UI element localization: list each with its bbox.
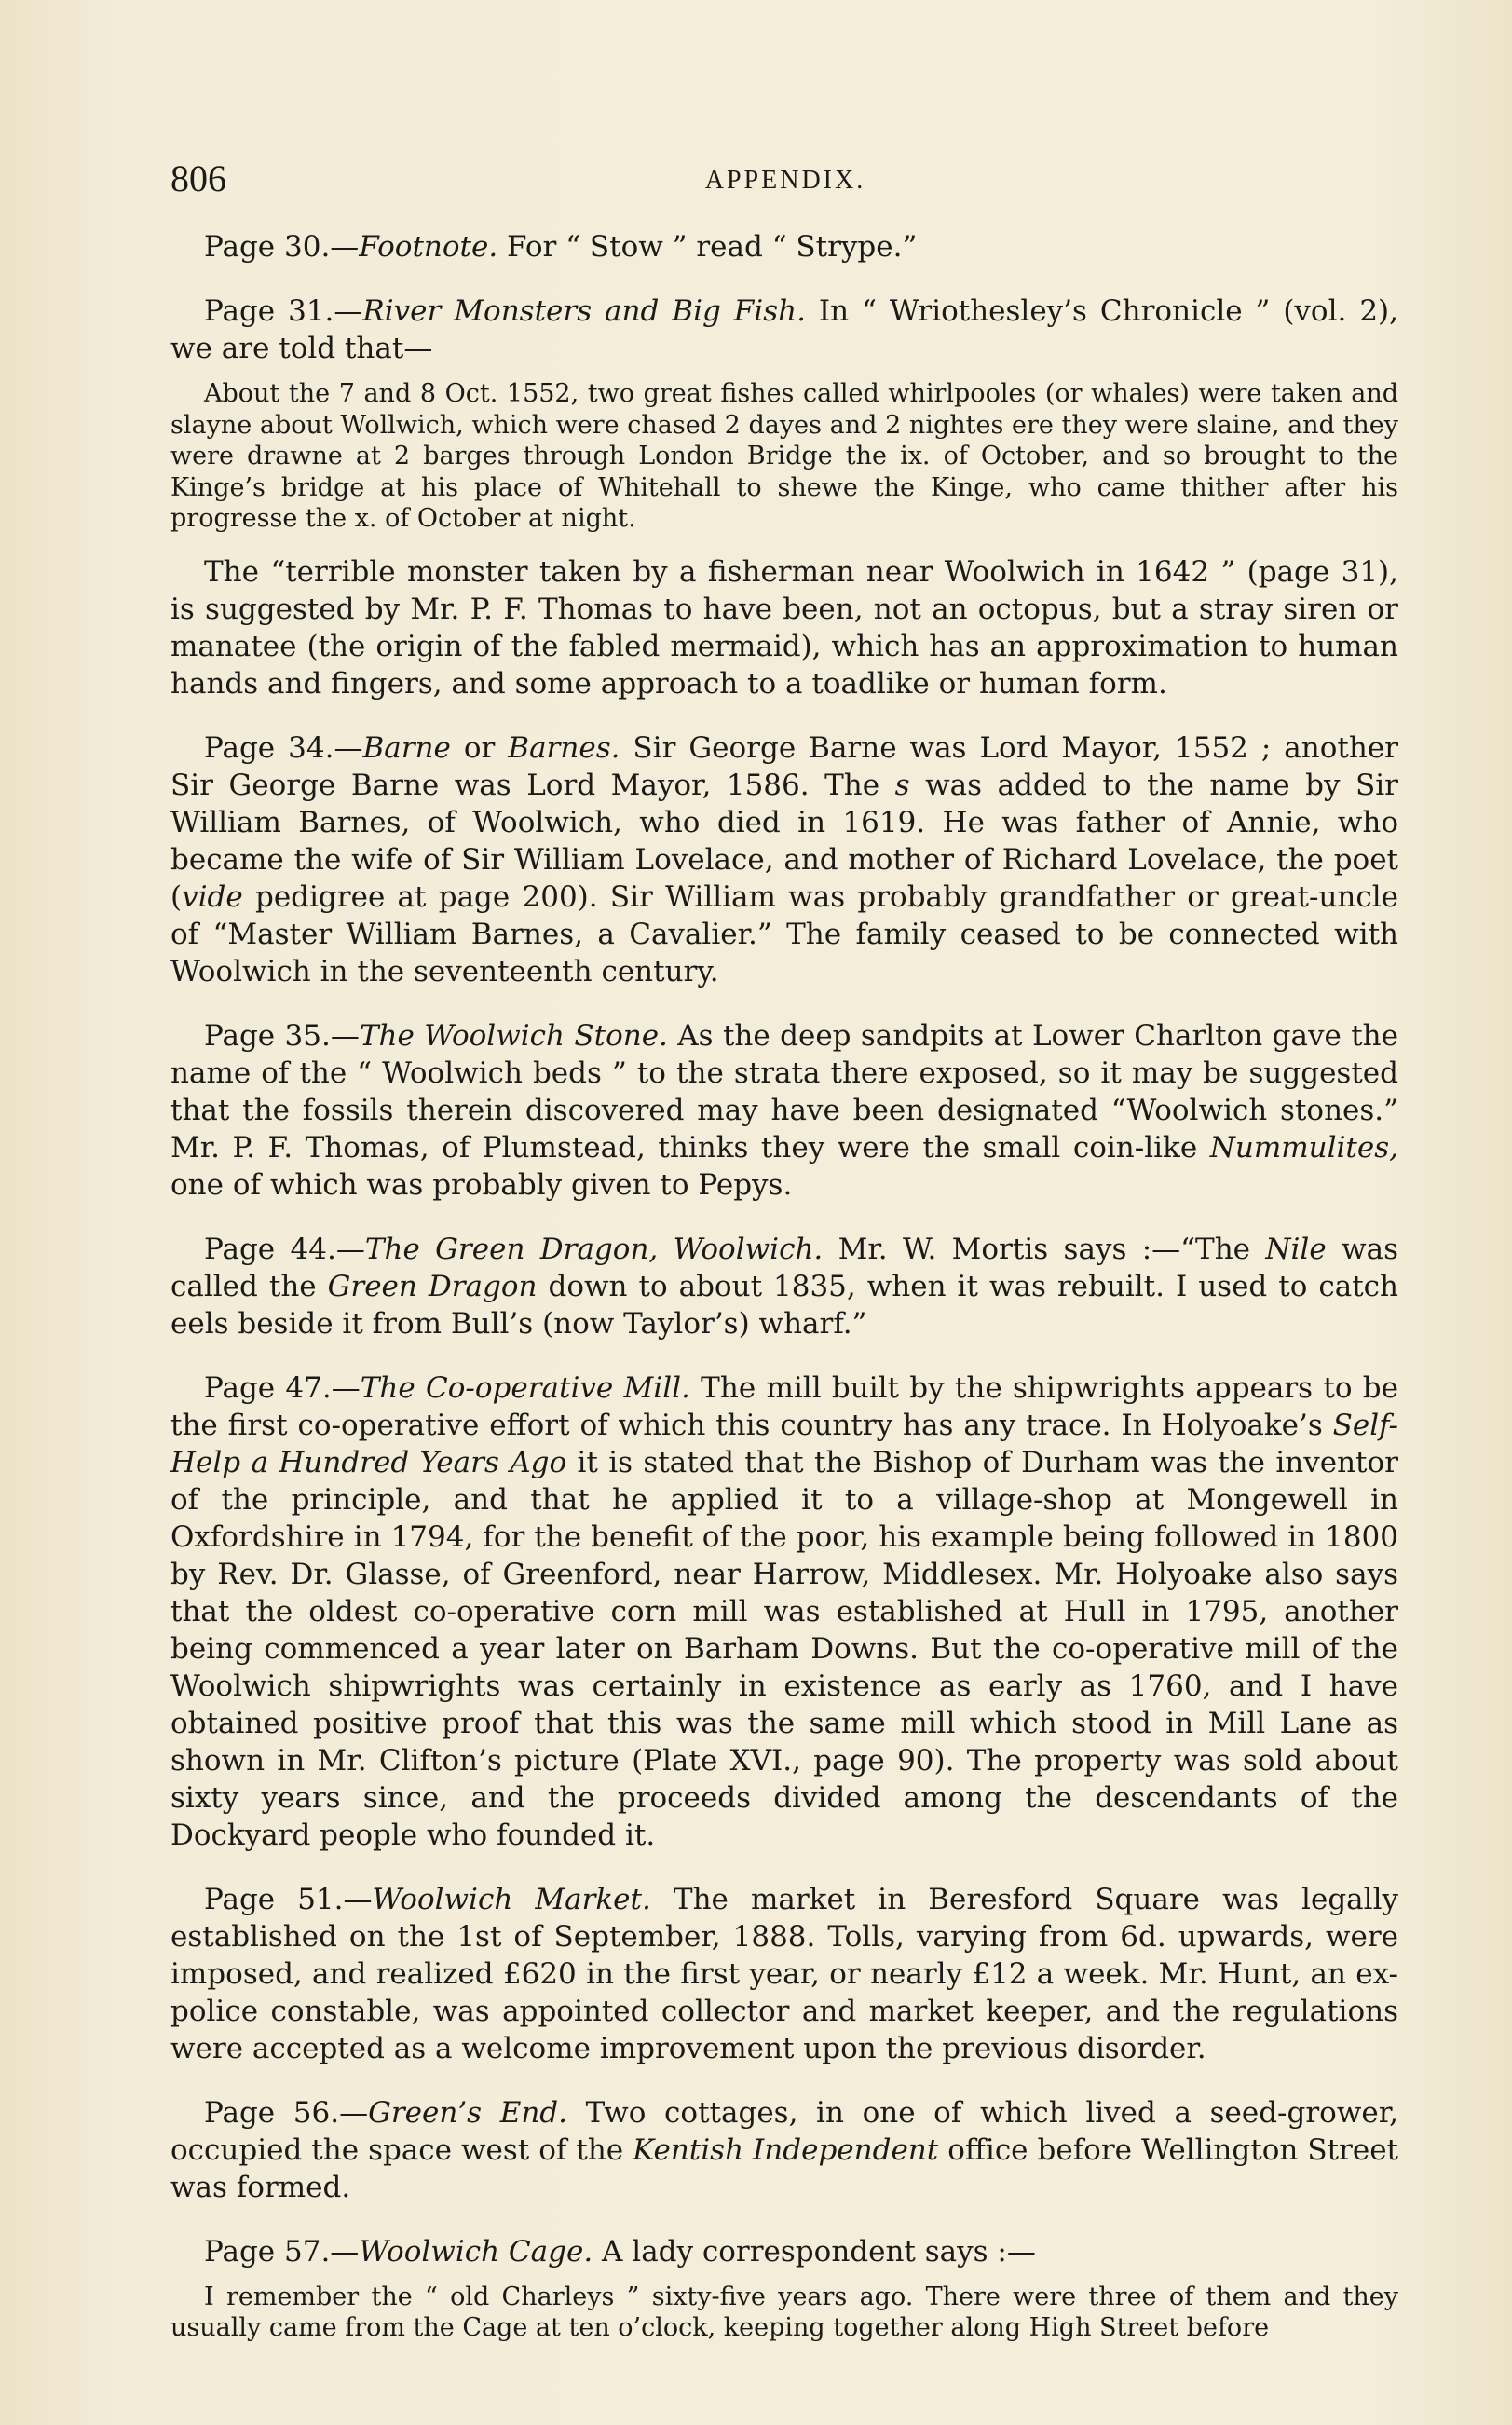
entry-title-alt: Barnes. <box>508 730 620 765</box>
page-body <box>170 228 1398 2364</box>
entry-title: Woolwich Market. <box>372 1882 651 1916</box>
entry-title: River Monsters and Big Fish. <box>362 294 806 328</box>
entry-ref: Page 47. <box>204 1370 332 1405</box>
entry-page-51: Page 51.—Woolwich Market. The market in Beresford Square was legally established on the 1st of September, 1888. Tolls, varying from 6d. upwards, were imposed, and realized £620 in the first year, or nearly £12 a week. Mr. Hunt, an ex-police constable, was appointed collector and market keeper, and the regulations were accepted as a welcome improvement upon the previous disorder. <box>170 1882 1398 2065</box>
entry-ref: Page 30. <box>204 230 331 264</box>
entry-text: In “ Wriothesley’s Chronicle ” (vol. 2), we are told that— <box>170 294 1398 365</box>
entry-page-44: Page 44.—The Green Dragon, Woolwich. Mr. W. Mortis says :—“The Nile was called the Green Dragon down to about 1835, when it was rebuilt. I used to catch eels beside it from Bull’s (now Taylor’s) wharf.” <box>170 1232 1398 1341</box>
block-quote-chronicle: About the 7 and 8 Oct. 1552, two great fishes called whirlpooles (or whales) were taken and slayne about Wollwich, which were chased 2 dayes and 2 nightes ere they were slaine, and they were drawne at 2 barges through London Bridge the ix. of October, and so brought to the Kinge’s bridge at his place of Whitehall to shewe the Kinge, who came thither after his progresse the x. of October at night. <box>170 379 1398 533</box>
entry-page-31: Page 31.—River Monsters and Big Fish. In “ Wriothesley’s Chronicle ” (vol. 2), we are told that— <box>170 294 1398 365</box>
entry-ref: Page 34. <box>204 730 334 765</box>
entry-ref: Page 35. <box>204 1018 331 1053</box>
entry-ref: Page 56. <box>204 2095 340 2130</box>
entry-text: For “ Stow ” read “ Strype.” <box>497 230 918 264</box>
entry-page-35: Page 35.—The Woolwich Stone. As the deep sandpits at Lower Charlton gave the name of the “ Woolwich beds ” to the strata there exposed, so it may be suggested that the fossils therein discovered may have been designated “Woolwich stones.” Mr. P. F. Thomas, of Plumstead, thinks they were the small coin-like Nummulites, one of which was probably given to Pepys. <box>170 1018 1398 1202</box>
entry-page-31-continuation: The “terrible monster taken by a fisherman near Woolwich in 1642 ” (page 31), is suggested by Mr. P. F. Thomas to have been, not an octopus, but a stray siren or manatee (the origin of the fabled mermaid), which has an approximation to human hands and fingers, and some approach to a toadlike or human form. <box>170 554 1398 701</box>
block-quote-correspondent: I remember the “ old Charleys ” sixty-five years ago. There were three of them and they usually came from the Cage at ten o’clock, keeping together along High Street before <box>170 2282 1398 2342</box>
running-head: APPENDIX. <box>704 166 866 195</box>
entry-page-57: Page 57.—Woolwich Cage. A lady correspondent says :— <box>204 2234 1036 2268</box>
entry-page-30: Page 30.—Footnote. For “ Stow ” read “ Strype.” <box>204 230 918 264</box>
entry-title: Footnote. <box>359 230 498 264</box>
entry-title: The Woolwich Stone. <box>359 1018 668 1053</box>
entry-title: Barne <box>362 730 451 765</box>
entry-title: The Green Dragon, Woolwich. <box>364 1232 824 1266</box>
entry-title: Green’s End. <box>368 2095 568 2130</box>
entry-page-56: Page 56.—Green’s End. Two cottages, in one of which lived a seed-grower, occupied the space west of the Kentish Independent office before Wellington Street was formed. <box>170 2095 1398 2204</box>
page-header <box>170 157 1400 212</box>
entry-page-47: Page 47.—The Co-operative Mill. The mill built by the shipwrights appears to be the first co-operative effort of which this country has any trace. In Holyoake’s Self-Help a Hundred Years Ago it is stated that the Bishop of Durham was the inventor of the principle, and that he applied it to a village-shop at Mongewell in Oxfordshire in 1794, for the benefit of the poor, his example being followed in 1800 by Rev. Dr. Glasse, of Greenford, near Harrow, Middlesex. Mr. Holyoake also says that the oldest co-operative corn mill was established at Hull in 1795, another being commenced a year later on Barham Downs. But the co-operative mill of the Woolwich shipwrights was certainly in existence as early as 1760, and I have obtained positive proof that this was the same mill which stood in Mill Lane as shown in Mr. Clifton’s picture (Plate XVI., page 90). The property was sold about sixty years since, and the proceeds divided among the descendants of the Dockyard people who founded it. <box>170 1370 1399 1852</box>
page-number: 806 <box>170 157 226 199</box>
entry-ref: Page 51. <box>204 1882 344 1916</box>
entry-page-34: Page 34.—Barne or Barnes. Sir George Barne was Lord Mayor, 1552 ; another Sir George Barne was Lord Mayor, 1586. The s was added to the name by Sir William Barnes, of Woolwich, who died in 1619. He was father of Annie, who became the wife of Sir William Lovelace, and mother of Richard Lovelace, the poet (vide pedigree at page 200). Sir William was probably grandfather or great-uncle of “Master William Barnes, a Cavalier.” The family ceased to be connected with Woolwich in the seventeenth century. <box>170 730 1399 988</box>
entry-ref: Page 44. <box>204 1232 336 1266</box>
entry-ref: Page 57. <box>204 2234 331 2268</box>
entry-title: The Co-operative Mill. <box>360 1370 690 1405</box>
entry-ref: Page 31. <box>204 294 334 328</box>
entry-title: Woolwich Cage. <box>359 2234 593 2268</box>
